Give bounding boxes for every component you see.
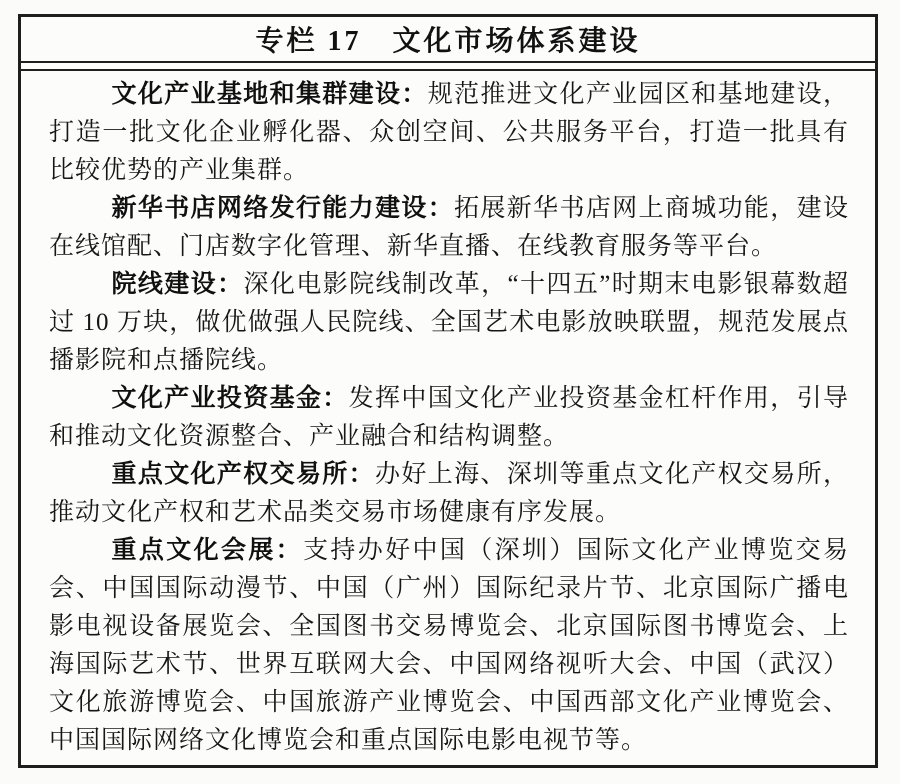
panel-title <box>21 17 875 63</box>
paragraph-lead: 重点文化产权交易所： <box>111 461 376 488</box>
panel-paragraph <box>49 190 849 266</box>
panel-paragraph <box>49 266 849 380</box>
paragraph-text: 办好上海、深圳等重点文化产权交易所，推动文化产权和艺术品类交易市场健康有序发展。 <box>49 461 849 526</box>
paragraph-lead: 新华书店网络发行能力建设： <box>111 195 455 222</box>
paragraph-text: 拓展新华书店网上商城功能，建设在线馆配、门店数字化管理、新华直播、在线教育服务等平台。 <box>49 195 849 260</box>
panel-paragraph <box>49 456 849 532</box>
panel-paragraph <box>49 76 849 190</box>
paragraph-lead: 重点文化会展： <box>111 537 304 564</box>
panel-title-text: 专栏 17 文化市场体系建设 <box>255 26 641 57</box>
panel-paragraph <box>49 532 849 760</box>
paragraph-lead: 文化产业基地和集群建设： <box>111 81 428 108</box>
paragraph-text: 规范推进文化产业园区和基地建设，打造一批文化企业孵化器、众创空间、公共服务平台，打造一批具有比较优势的产业集群。 <box>49 81 849 184</box>
column-panel <box>18 14 878 768</box>
panel-paragraph <box>49 380 849 456</box>
panel-body <box>21 69 875 768</box>
paragraph-text: 深化电影院线制改革，“十四五”时期末电影银幕数超过 10 万块，做优做强人民院线、全国艺术电影放映联盟，规范发展点播影院和点播院线。 <box>49 271 849 374</box>
paragraph-text: 发挥中国文化产业投资基金杠杆作用，引导和推动文化资源整合、产业融合和结构调整。 <box>49 385 849 450</box>
paragraph-lead: 院线建设： <box>111 271 244 298</box>
paragraph-text: 支持办好中国（深圳）国际文化产业博览交易会、中国国际动漫节、中国（广州）国际纪录片节、北京国际广播电影电视设备展览会、全国图书交易博览会、北京国际图书博览会、上海国际艺术节、世界互联网大会、中国网络视听大会、中国（武汉）文化旅游博览会、中国旅游产业博览会、中国西部文化产业博览会、中国国际网络文化博览会和重点国际电影电视节等。 <box>49 537 849 754</box>
paragraph-lead: 文化产业投资基金： <box>111 385 349 412</box>
